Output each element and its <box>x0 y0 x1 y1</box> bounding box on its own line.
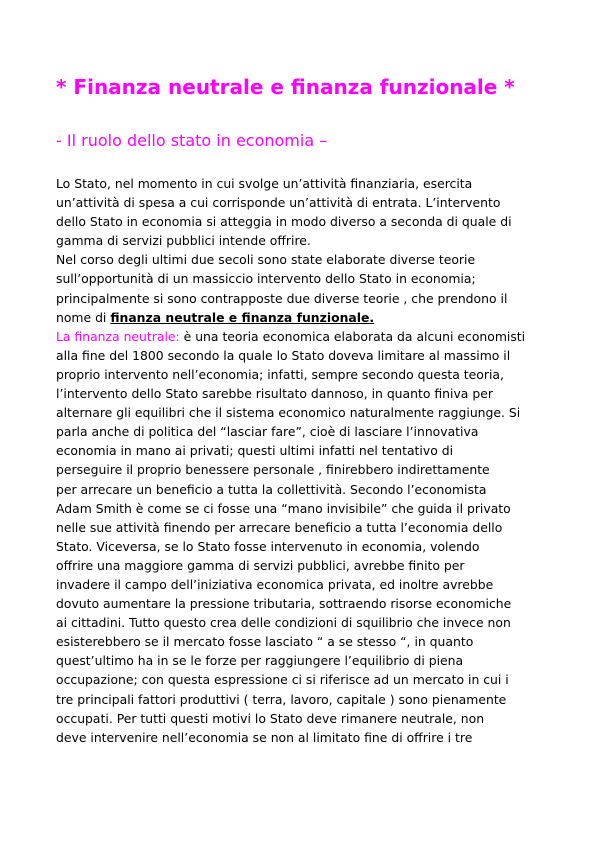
text-line: principalmente si sono contrapposte due diverse teorie , che prendono il <box>56 290 508 306</box>
document-body <box>56 174 546 747</box>
text-line: Adam Smith è come se ci fosse una “mano invisibile” che guida il privato <box>56 500 511 516</box>
text-line: nelle sue attività finendo per arrecare beneficio a tutta l’economia dello <box>56 519 503 535</box>
text-line: dovuto aumentare la pressione tributaria, sottraendo risorse economiche <box>56 596 512 612</box>
text-line: Stato. Viceversa, se lo Stato fosse intervenuto in economia, volendo <box>56 538 480 554</box>
text-line: proprio intervento nell’economia; infatti, sempre secondo questa teoria, <box>56 366 504 382</box>
text-line: Nel corso degli ultimi due secoli sono state elaborate diverse teorie <box>56 252 476 268</box>
text-line: parla anche di politica del “lasciar fare”, cioè di lasciare l’innovativa <box>56 424 479 440</box>
text-line: invadere il campo dell’iniziativa economica privata, ed inoltre avrebbe <box>56 576 494 592</box>
text-line-with-emphasis <box>56 308 546 327</box>
text-line: ai cittadini. Tutto questo crea delle condizioni di squilibrio che invece non <box>56 615 511 631</box>
text-line: economia in mano ai privati; questi ultimi infatti nel tentativo di <box>56 443 454 459</box>
document-subtitle: - Il ruolo dello stato in economia – <box>56 131 328 150</box>
text-line: alla fine del 1800 secondo la quale lo Stato doveva limitare al massimo il <box>56 347 511 363</box>
text-line: un’attività di spesa a cui corrisponde un’attività di entrata. L’intervento <box>56 195 501 211</box>
section-label: La finanza neutrale: <box>56 328 180 344</box>
line-prefix: nome di <box>56 309 111 325</box>
section-intro-line <box>56 327 546 346</box>
text-line: occupazione; con questa espressione ci si riferisce ad un mercato in cui i <box>56 672 509 688</box>
text-line: sull’opportunità di un massiccio intervento dello Stato in economia; <box>56 271 476 287</box>
text-line: occupati. Per tutti questi motivi lo Stato deve rimanere neutrale, non <box>56 710 485 726</box>
text-line: Lo Stato, nel momento in cui svolge un’attività finanziaria, esercita <box>56 176 473 191</box>
text-line: esisterebbero se il mercato fosse lasciato “ a se stesso “, in quanto <box>56 634 474 650</box>
text-line: l’intervento dello Stato sarebbe risultato dannoso, in quanto finiva per <box>56 386 493 402</box>
emphasized-theories: finanza neutrale e finanza funzionale. <box>110 309 375 325</box>
text-line: offrire una maggiore gamma di servizi pubblici, avrebbe finito per <box>56 557 465 573</box>
text-line: gamma di servizi pubblici intende offrire. <box>56 233 311 249</box>
section-intro-text: è una teoria economica elaborata da alcuni economisti <box>179 328 526 344</box>
text-line: alternare gli equilibri che il sistema economico naturalmente raggiunge. Si <box>56 405 521 421</box>
document-title: * Finanza neutrale e finanza funzionale * <box>56 75 515 99</box>
text-line: tre principali fattori produttivi ( terra, lavoro, capitale ) sono pienamente <box>56 691 507 707</box>
text-line: perseguire il proprio benessere personale , finirebbero indirettamente <box>56 462 490 478</box>
text-line: per arrecare un beneficio a tutta la collettività. Secondo l’economista <box>56 481 487 497</box>
text-line: deve intervenire nell’economia se non al limitato fine di offrire i tre <box>56 729 473 745</box>
text-line: quest’ultimo ha in se le forze per raggiungere l’equilibrio di piena <box>56 653 464 669</box>
text-line: dello Stato in economia si atteggia in modo diverso a seconda di quale di <box>56 214 512 230</box>
